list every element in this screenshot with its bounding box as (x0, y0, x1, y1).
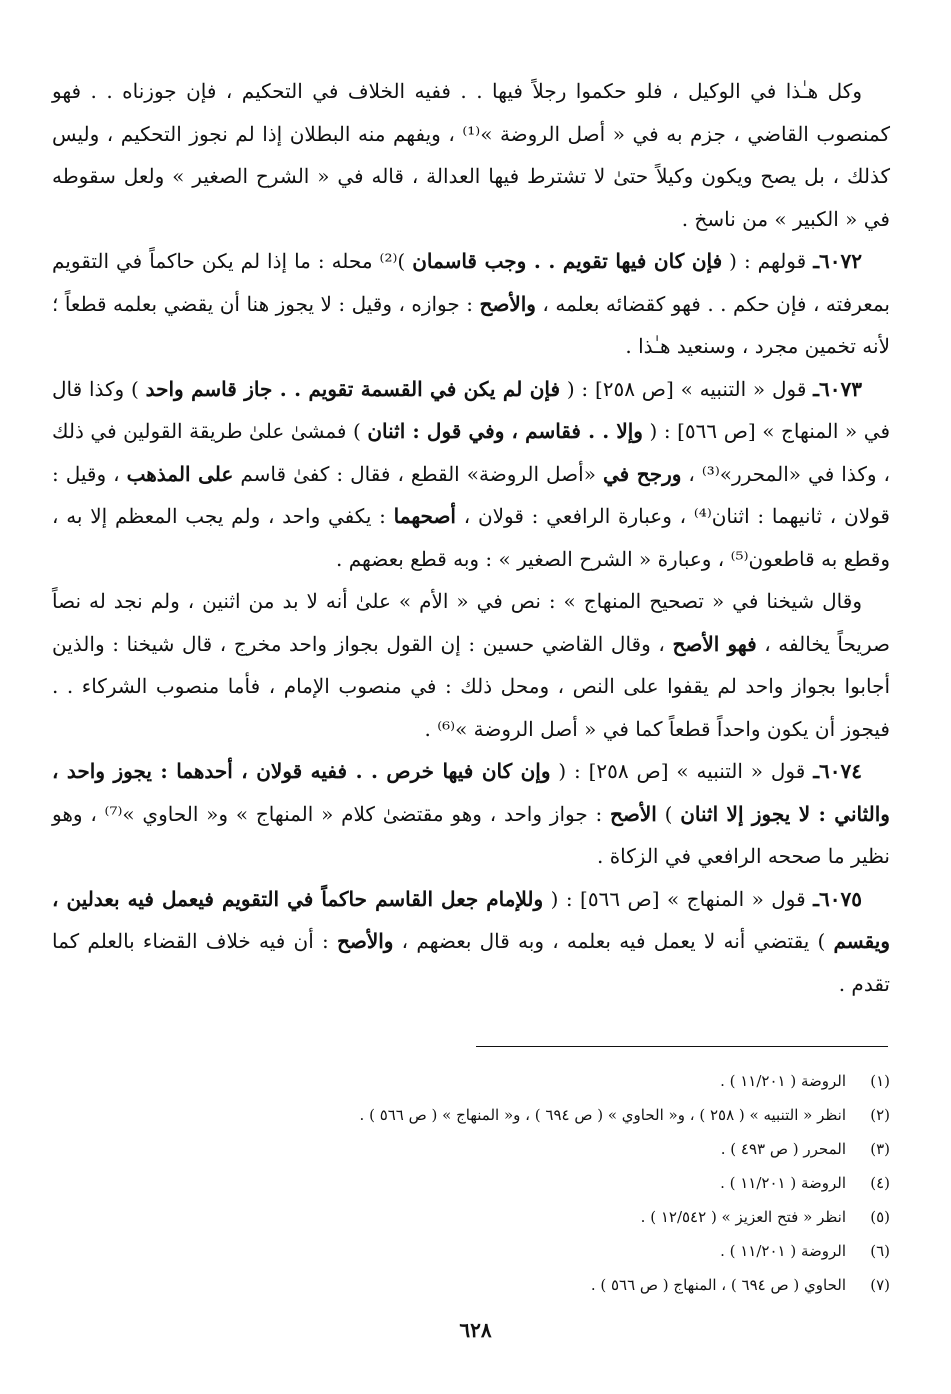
text-run: ) فمشىٰ علىٰ طريقة القولين في ذلك ، وكذا في «المحرر»⁽³⁾ ، (52, 419, 890, 486)
text-run: قول « التنبيه » [ص ٢٥٨] : ( (550, 759, 814, 783)
footnote-item (150, 1200, 890, 1234)
text-run: ) يقتضي أنه لا يعمل فيه بعلمه ، وبه قال بعضهم ، (393, 929, 834, 953)
bold-term: الأصح (610, 801, 657, 826)
paragraph-6073 (52, 368, 890, 581)
footnote-number: (٤) (870, 1174, 890, 1192)
text-run: ) (656, 801, 681, 826)
entry-number: ٦٠٧٥ـ (813, 886, 862, 911)
paragraph-6074 (52, 750, 890, 878)
text-run: : جوازه ، وقيل : لا يجوز هنا أن يقضي بعلمه قطعاً ؛ لأنه تخمين مجرد ، وسنعيد هـٰذا . (52, 291, 890, 358)
bold-term: على المذهب (126, 461, 234, 486)
paragraph-6072 (52, 240, 890, 368)
paragraph-6075 (52, 878, 890, 1006)
text-run: «أصل الروضة» القطع ، فقال : كفىٰ قاسم (233, 461, 603, 486)
bold-term: ورجح في (602, 461, 682, 486)
text-run: ، وقال القاضي حسين : إن القول بجواز واحد مخرج ، قال شيخنا : والذين أجابوا بجواز واحد لم يقفوا على النص ، ومحل ذلك : في منصوب الإمام ، فأما منصوب الشركاء . . فيجوز أن يكون واحداً قطعاً كما في « أصل الروضة »⁽⁶⁾ . (52, 631, 891, 741)
text-run: قول « المنهاج » [ص ٥٦٦] : ( (543, 886, 814, 911)
text-run: قولهم : ( (722, 249, 814, 273)
text-run: وكل هـٰذا في الوكيل ، فلو حكموا رجلاً فيها . . ففيه الخلاف في التحكيم ، فإن جوزناه . . فهو كمنصوب القاضي ، جزم به في « أصل الروضة »⁽¹⁾ ، ويفهم منه البطلان إذا لم نجوز التحكيم ، وليس كذلك ، بل يصح ويكون وكيلاً حتىٰ لا تشترط فيها العدالة ، قاله في « الشرح الصغير » ولعل سقوطه في « الكبير » من ناسخ . (52, 79, 890, 231)
footnote-item (150, 1132, 890, 1166)
main-text (52, 70, 890, 1005)
footnote-item (150, 1098, 890, 1132)
bold-term: فهو الأصح (672, 631, 757, 656)
footnote-text: الروضة ( ١١/٢٠١ ) . (720, 1072, 846, 1090)
footnote-item (150, 1268, 890, 1302)
text-run: : أن فيه خلاف القضاء بالعلم كما تقدم . (52, 929, 890, 996)
footnote-number: (١) (870, 1072, 890, 1090)
footnote-number: (٦) (870, 1242, 890, 1260)
footnote-text: انظر « التنبيه » ( ٢٥٨ ) ، و« الحاوي » ( ص ٦٩٤ ) ، و« المنهاج » ( ص ٥٦٦ ) . (359, 1106, 846, 1124)
quoted-text: فإن لم يكن في القسمة تقويم . . جاز قاسم واحد (145, 376, 561, 401)
paragraph-intro (52, 70, 890, 240)
footnote-item (150, 1166, 890, 1200)
footnote-number: (٥) (870, 1208, 890, 1226)
text-run: قول « التنبيه » [ص ٢٥٨] : ( (560, 376, 814, 401)
footnote-item (150, 1064, 890, 1098)
text-run: وقال شيخنا في « تصحيح المنهاج » : نص في « الأم » علىٰ أنه لا بد من اثنين ، ولم نجد له نصاً صريحاً يخالفه ، (52, 589, 891, 656)
footnote-text: الحاوي ( ص ٦٩٤ ) ، المنهاج ( ص ٥٦٦ ) . (590, 1276, 846, 1294)
quoted-text: وإلا . . فقاسم ، وفي قول : اثنان (367, 419, 643, 443)
footnote-text: الروضة ( ١١/٢٠١ ) . (720, 1242, 846, 1260)
footnote-separator (476, 1046, 888, 1047)
bold-term: أصحهما (393, 504, 456, 528)
bold-term: والأصح (336, 929, 394, 953)
text-run: ، وقيل : قولان ، ثانيهما : اثنان⁽⁴⁾ ، وعبارة الرافعي : قولان ، (52, 461, 890, 528)
bold-term: والأصح (479, 291, 536, 316)
entry-number: ٦٠٧٤ـ (813, 759, 863, 783)
entry-number: ٦٠٧٢ـ (813, 249, 863, 273)
footnote-number: (٢) (870, 1106, 890, 1124)
text-run: ) وكذا قال في « المنهاج » [ص ٥٦٦] : ( (52, 376, 890, 443)
footnote-number: (٧) (870, 1276, 890, 1294)
quoted-text: فإن كان فيها تقويم . . وجب قاسمان (412, 249, 723, 273)
quoted-text: وللإمام جعل القاسم حاكماً في التقويم فيعمل فيه بعدلين ، ويقسم (52, 886, 890, 953)
footnote-text: المحرر ( ص ٤٩٣ ) . (720, 1140, 846, 1158)
page-number: ٦٢٨ (459, 1318, 492, 1342)
text-run: )⁽²⁾ محله : ما إذا لم يكن حاكماً في التقويم بمعرفته ، فإن حكم . . فهو كقضائه بعلمه ، (52, 249, 891, 316)
text-run: : يكفي واحد ، ولم يجب المعظم إلا به ، وقطع به قاطعون⁽⁵⁾ ، وعبارة « الشرح الصغير » : وبه قطع بعضهم . (52, 504, 890, 571)
footnote-text: الروضة ( ١١/٢٠١ ) . (720, 1174, 846, 1192)
footnotes-list (150, 1064, 890, 1302)
footnote-item (150, 1234, 890, 1268)
footnote-text: انظر « فتح العزيز » ( ١٢/٥٤٢ ) . (640, 1208, 846, 1226)
paragraph-sheikh (52, 580, 890, 750)
entry-number: ٦٠٧٣ـ (813, 376, 862, 401)
quoted-text: وإن كان فيها خرص . . ففيه قولان ، أحدهما : يجوز واحد ، والثاني : لا يجوز إلا اثنان (52, 759, 890, 826)
text-run: : جواز واحد ، وهو مقتضىٰ كلام « المنهاج » و« الحاوي »⁽⁷⁾ ، وهو نظير ما صححه الرافعي في الزكاة . (52, 801, 890, 868)
footnote-number: (٣) (870, 1140, 890, 1158)
